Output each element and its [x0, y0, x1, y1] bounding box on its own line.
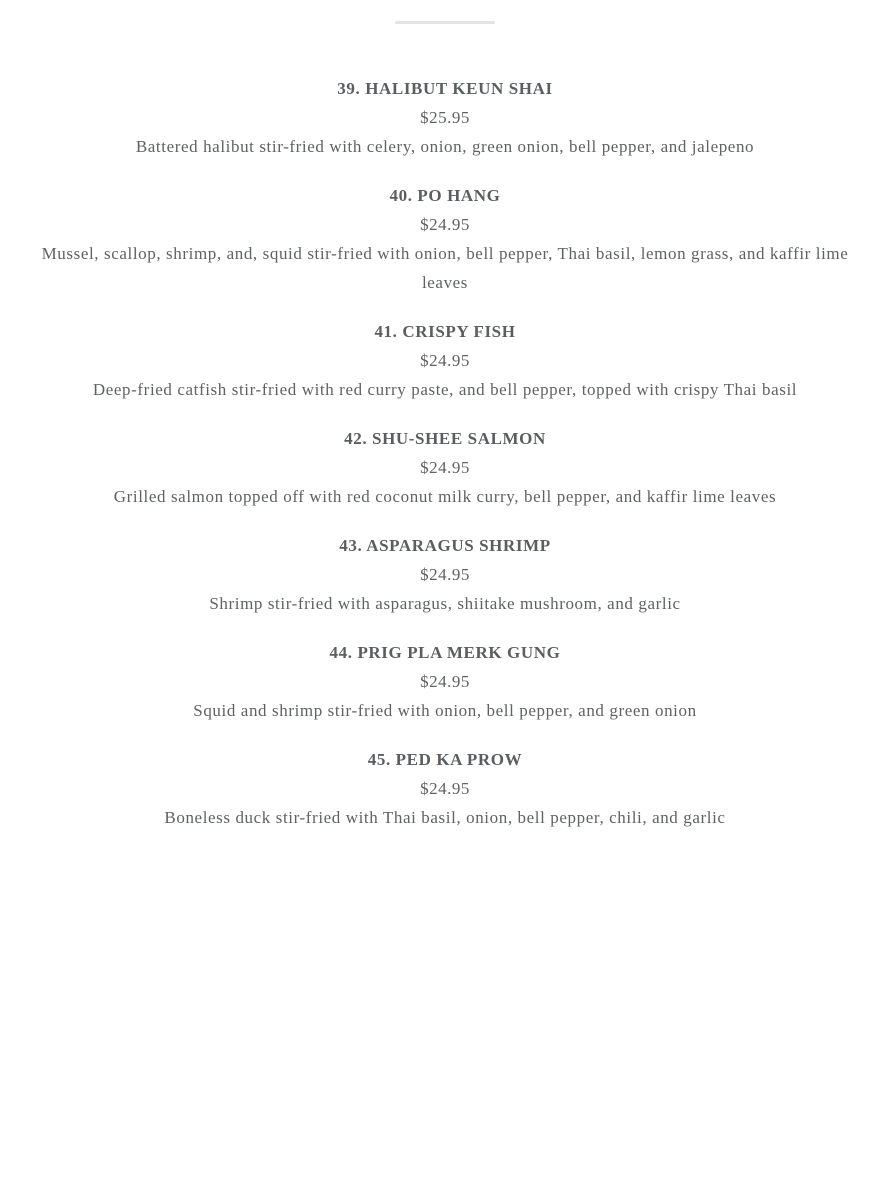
menu-item: [0, 74, 890, 161]
menu-item: [0, 317, 890, 404]
menu-item-description: Boneless duck stir-fried with Thai basil, onion, bell pepper, chili, and garlic: [164, 808, 726, 827]
menu-item: [0, 745, 890, 832]
menu-item-price: $24.95: [420, 779, 470, 798]
menu-item: [0, 181, 890, 297]
menu-item-name: 43. ASPARAGUS SHRIMP: [339, 536, 551, 555]
menu-item-name: 42. SHU-SHEE SALMON: [344, 429, 546, 448]
menu-item-description: Shrimp stir-fried with asparagus, shiitake mushroom, and garlic: [209, 594, 681, 613]
menu-item: [0, 638, 890, 725]
menu-item-description: Squid and shrimp stir-fried with onion, bell pepper, and green onion: [193, 701, 697, 720]
menu-item-description: Grilled salmon topped off with red coconut milk curry, bell pepper, and kaffir lime leaves: [113, 487, 777, 506]
menu-item-description: Battered halibut stir-fried with celery, onion, green onion, bell pepper, and jalepeno: [135, 137, 755, 156]
menu-item-price: $24.95: [420, 351, 470, 370]
section-divider: [395, 21, 495, 24]
menu-item-price: $25.95: [420, 108, 470, 127]
menu-item-name: 44. PRIG PLA MERK GUNG: [329, 643, 561, 662]
menu-item: [0, 424, 890, 511]
menu-item-price: $24.95: [420, 215, 470, 234]
menu-item-price: $24.95: [420, 458, 470, 477]
menu-item-price: $24.95: [420, 565, 470, 584]
menu-item-description: Deep-fried catfish stir-fried with red curry paste, and bell pepper, topped with crispy Thai basil: [92, 380, 798, 399]
menu-item: [0, 531, 890, 618]
menu-item-name: 45. PED KA PROW: [367, 750, 523, 769]
menu-item-name: 40. PO HANG: [389, 186, 501, 205]
menu-item-name: 41. CRISPY FISH: [374, 322, 516, 341]
menu-item-price: $24.95: [420, 672, 470, 691]
menu-list: [0, 74, 890, 852]
menu-item-description: Mussel, scallop, shrimp, and, squid stir-fried with onion, bell pepper, Thai basil, lemon grass, and kaffir lime leaves: [41, 244, 849, 292]
menu-item-name: 39. HALIBUT KEUN SHAI: [337, 79, 553, 98]
